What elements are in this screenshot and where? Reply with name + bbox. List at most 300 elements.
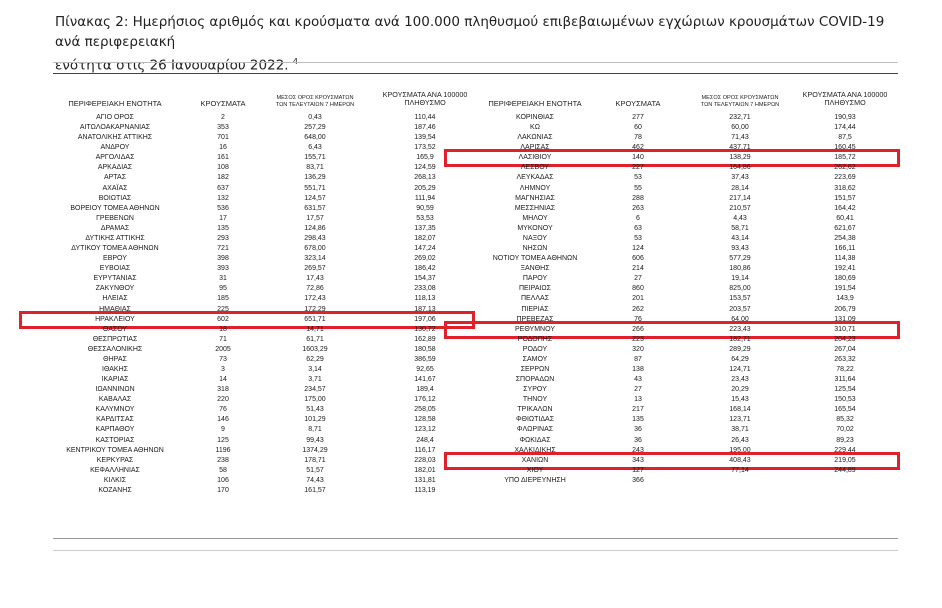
cell-avg-7day: 210,57 <box>729 204 751 212</box>
header-cases-right: ΚΡΟΥΣΜΑΤΑ <box>615 99 661 108</box>
cell-unit-name: ΝΗΣΩΝ <box>522 245 548 253</box>
cell-per-100k: 141,67 <box>414 376 436 384</box>
cell-per-100k: 310,71 <box>834 325 856 333</box>
cell-cases: 108 <box>217 164 229 172</box>
cell-per-100k: 165,9 <box>416 154 434 162</box>
cell-per-100k: 174,44 <box>834 124 856 132</box>
cell-cases: 36 <box>634 426 642 434</box>
cell-unit-name: ΞΑΝΘΗΣ <box>520 265 550 273</box>
cell-unit-name: ΧΙΟΥ <box>526 466 544 474</box>
cell-per-100k: 248,4 <box>416 436 434 444</box>
cell-per-100k: 143,9 <box>836 295 854 303</box>
cell-cases: 293 <box>217 234 229 242</box>
header-per100k-line1: ΚΡΟΥΣΜΑΤΑ ΑΝΑ 100000 <box>382 90 468 99</box>
cell-avg-7day: 19,14 <box>731 275 749 283</box>
cell-unit-name: ΠΕΙΡΑΙΩΣ <box>519 285 551 293</box>
cell-per-100k: 92,65 <box>416 366 434 373</box>
bottom-rule <box>53 538 898 539</box>
cell-unit-name: ΔΡΑΜΑΣ <box>100 224 130 232</box>
cell-cases: 76 <box>634 315 642 323</box>
cell-avg-7day: 99,43 <box>306 436 324 444</box>
cell-per-100k: 113,19 <box>414 486 436 494</box>
top-rule <box>53 62 898 63</box>
cell-avg-7day: 38,71 <box>731 426 749 434</box>
cell-per-100k: 229,44 <box>834 446 856 454</box>
cell-per-100k: 197,06 <box>414 315 436 323</box>
cell-cases: 536 <box>217 204 229 212</box>
cell-cases: 71 <box>219 335 227 343</box>
cell-unit-name: ΜΥΚΟΝΟΥ <box>517 224 553 232</box>
cell-cases: 161 <box>217 154 229 162</box>
cell-unit-name: ΦΛΩΡΙΝΑΣ <box>516 426 554 434</box>
cell-avg-7day: 232,71 <box>729 114 751 121</box>
cell-per-100k: 228,03 <box>414 456 436 464</box>
cell-per-100k: 386,59 <box>414 355 436 363</box>
cell-cases: 320 <box>632 345 644 353</box>
right-table <box>480 85 900 535</box>
cell-unit-name: ΔΥΤΙΚΟΥ ΤΟΜΕΑ ΑΘΗΝΩΝ <box>71 245 159 253</box>
cell-unit-name: ΑΝΑΤΟΛΙΚΗΣ ΑΤΤΙΚΗΣ <box>77 134 153 142</box>
cell-per-100k: 130,72 <box>414 325 436 333</box>
cell-unit-name: ΠΡΕΒΕΖΑΣ <box>516 315 554 323</box>
cell-avg-7day: 124,57 <box>304 194 326 202</box>
cell-cases: 135 <box>632 416 644 424</box>
footnote-marker: 4 <box>292 57 298 66</box>
cell-unit-name: ΘΗΡΑΣ <box>103 355 127 363</box>
cell-unit-name: ΚΟΡΙΝΘΙΑΣ <box>516 114 554 121</box>
cell-per-100k: 268,13 <box>414 174 436 182</box>
cell-unit-name: ΕΒΡΟΥ <box>103 255 127 263</box>
cell-avg-7day: 3,71 <box>308 376 322 384</box>
cell-avg-7day: 6,43 <box>308 144 322 152</box>
cell-unit-name: ΖΑΚΥΝΘΟΥ <box>95 285 135 293</box>
cell-cases: 127 <box>632 466 644 474</box>
cell-cases: 14 <box>219 376 227 384</box>
cell-per-100k: 269,02 <box>414 255 436 263</box>
cell-avg-7day: 408,43 <box>729 456 751 464</box>
cell-cases: 27 <box>634 275 642 283</box>
cell-unit-name: ΤΗΝΟΥ <box>522 396 548 404</box>
cell-cases: 185 <box>217 295 229 303</box>
cell-per-100k: 160,45 <box>834 144 856 152</box>
cell-avg-7day: 161,57 <box>304 486 326 494</box>
cell-cases: 63 <box>634 224 642 232</box>
cell-cases: 95 <box>219 285 227 293</box>
cell-cases: 318 <box>217 386 229 394</box>
cell-cases: 43 <box>634 376 642 384</box>
cell-avg-7day: 51,57 <box>306 466 324 474</box>
cell-unit-name: ΚΑΒΑΛΑΣ <box>98 396 132 404</box>
cell-avg-7day: 437,71 <box>729 144 751 152</box>
cell-unit-name: ΧΑΝΙΩΝ <box>521 456 549 464</box>
header-avg-right <box>685 95 795 109</box>
header-per100k-line2: ΠΛΗΘΥΣΜΟ <box>404 98 446 107</box>
header-rule <box>53 73 898 74</box>
cell-per-100k: 128,58 <box>414 416 436 424</box>
header-unit-right: ΠΕΡΙΦΕΡΕΙΑΚΗ ΕΝΟΤΗΤΑ <box>488 99 582 108</box>
cell-avg-7day: 203,57 <box>729 305 751 313</box>
cell-per-100k: 189,4 <box>416 386 434 394</box>
cell-avg-7day: 37,43 <box>731 174 749 182</box>
cell-unit-name: ΧΑΛΚΙΔΙΚΗΣ <box>514 446 556 454</box>
cell-avg-7day: 123,71 <box>729 416 751 424</box>
cell-per-100k: 110,44 <box>414 114 436 121</box>
header-cases: ΚΡΟΥΣΜΑΤΑ <box>200 99 246 108</box>
cell-unit-name: ΚΑΡΔΙΤΣΑΣ <box>96 416 134 424</box>
cell-unit-name: ΚΑΛΥΜΝΟΥ <box>95 406 135 414</box>
cell-per-100k: 311,64 <box>834 376 856 384</box>
cell-cases: 393 <box>217 265 229 273</box>
cell-per-100k: 111,94 <box>414 194 436 202</box>
cell-unit-name: ΑΙΤΩΛΟΑΚΑΡΝΑΝΙΑΣ <box>79 124 151 132</box>
cell-cases: 225 <box>217 305 229 313</box>
cell-cases: 217 <box>632 406 644 414</box>
cell-cases: 31 <box>219 275 227 283</box>
cell-unit-name: ΝΑΞΟΥ <box>522 234 548 242</box>
cell-cases: 227 <box>632 164 644 172</box>
cell-cases: 701 <box>217 134 229 142</box>
cell-cases: 2005 <box>215 345 231 353</box>
header-avg-line1: ΜΕΣΟΣ ΟΡΟΣ ΚΡΟΥΣΜΑΤΩΝ <box>276 95 354 101</box>
cell-unit-name: ΚΟΖΑΝΗΣ <box>98 486 132 494</box>
header-per100k-right <box>790 91 900 107</box>
cell-cases: 170 <box>217 486 229 494</box>
cell-cases: 27 <box>634 386 642 394</box>
cell-cases: 277 <box>632 114 644 121</box>
cell-cases: 6 <box>636 214 640 222</box>
cell-unit-name: ΦΘΙΩΤΙΔΑΣ <box>515 416 555 424</box>
cell-cases: 243 <box>632 446 644 454</box>
cell-per-100k: 125,54 <box>834 386 856 394</box>
cell-unit-name: ΙΩΑΝΝΙΝΩΝ <box>95 386 135 394</box>
cell-unit-name: ΕΥΡΥΤΑΝΙΑΣ <box>93 275 137 283</box>
cell-per-100k: 205,29 <box>414 184 436 192</box>
cell-avg-7day: 136,29 <box>304 174 326 182</box>
cell-unit-name: ΚΩ <box>530 124 540 132</box>
cell-cases: 223 <box>632 335 644 343</box>
cell-avg-7day: 678,00 <box>304 245 326 253</box>
cell-unit-name: ΛΑΚΩΝΙΑΣ <box>517 134 553 142</box>
cell-unit-name: ΣΑΜΟΥ <box>522 355 548 363</box>
cell-unit-name: ΛΑΣΙΘΙΟΥ <box>518 154 552 162</box>
cell-cases: 462 <box>632 144 644 152</box>
cell-cases: 263 <box>632 204 644 212</box>
cell-avg-7day: 234,57 <box>304 386 326 394</box>
cell-avg-7day: 14,71 <box>306 325 324 333</box>
cell-cases: 721 <box>217 245 229 253</box>
cell-avg-7day: 577,29 <box>729 255 751 263</box>
cell-avg-7day: 77,14 <box>731 466 749 474</box>
cell-per-100k: 187,13 <box>414 305 436 313</box>
cell-cases: 860 <box>632 285 644 293</box>
cell-avg-7day: 164,86 <box>729 164 751 172</box>
cell-avg-7day: 172,29 <box>304 305 326 313</box>
cell-per-100k: 182,01 <box>414 466 436 474</box>
cell-cases: 201 <box>632 295 644 303</box>
cell-cases: 58 <box>219 466 227 474</box>
cell-per-100k: 191,54 <box>834 285 856 293</box>
cell-unit-name: ΑΡΓΟΛΙΔΑΣ <box>95 154 135 162</box>
cell-avg-7day: 217,14 <box>729 194 751 202</box>
header-avg <box>260 95 370 109</box>
caption-line-2: ενότητα στις 26 Ιανουαρίου 2022. <box>55 57 289 74</box>
cell-unit-name: ΓΡΕΒΕΝΩΝ <box>96 214 134 222</box>
cell-per-100k: 131,09 <box>834 315 856 323</box>
cell-cases: 606 <box>632 255 644 263</box>
header-avg-right-line1: ΜΕΣΟΣ ΟΡΟΣ ΚΡΟΥΣΜΑΤΩΝ <box>701 95 779 101</box>
cell-per-100k: 180,58 <box>414 345 436 353</box>
cell-unit-name: ΘΕΣΠΡΩΤΙΑΣ <box>92 335 138 343</box>
cell-unit-name: ΜΗΛΟΥ <box>522 214 548 222</box>
cell-avg-7day: 15,43 <box>731 396 749 404</box>
cell-unit-name: ΚΕΝΤΡΙΚΟΥ ΤΟΜΕΑ ΑΘΗΝΩΝ <box>66 446 164 454</box>
cell-cases: 3 <box>221 366 225 373</box>
cell-per-100k: 85,32 <box>836 416 854 424</box>
cell-avg-7day: 825,00 <box>729 285 751 293</box>
cell-per-100k: 262,62 <box>834 164 856 172</box>
cell-per-100k: 318,62 <box>834 184 856 192</box>
cell-per-100k: 244,89 <box>834 466 856 474</box>
cell-unit-name: ΠΑΡΟΥ <box>522 275 548 283</box>
cell-cases: 53 <box>634 174 642 182</box>
cell-per-100k: 187,46 <box>414 124 436 132</box>
cell-per-100k: 254,38 <box>834 234 856 242</box>
cell-avg-7day: 71,43 <box>731 134 749 142</box>
cell-unit-name: ΡΟΔΟΠΗΣ <box>517 335 553 343</box>
header-per100k-right-line1: ΚΡΟΥΣΜΑΤΑ ΑΝΑ 100000 <box>802 90 888 99</box>
cell-cases: 343 <box>632 456 644 464</box>
cell-cases: 36 <box>634 436 642 444</box>
cell-per-100k: 78,22 <box>836 366 854 373</box>
cell-avg-7day: 64,29 <box>731 355 749 363</box>
cell-per-100k: 192,41 <box>834 265 856 273</box>
cell-cases: 60 <box>634 124 642 132</box>
cell-avg-7day: 182,71 <box>729 335 751 343</box>
cell-unit-name: ΡΕΘΥΜΝΟΥ <box>514 325 555 333</box>
cell-unit-name: ΤΡΙΚΑΛΩΝ <box>517 406 553 414</box>
cell-unit-name: ΑΝΔΡΟΥ <box>100 144 130 152</box>
cell-avg-7day: 168,14 <box>729 406 751 414</box>
cell-unit-name: ΜΑΓΝΗΣΙΑΣ <box>515 194 555 202</box>
cell-unit-name: ΑΡΤΑΣ <box>103 174 127 182</box>
cell-unit-name: ΘΑΣΟΥ <box>102 325 128 333</box>
cell-cases: 602 <box>217 315 229 323</box>
cell-unit-name: ΙΚΑΡΙΑΣ <box>101 376 129 384</box>
cell-unit-name: ΚΙΛΚΙΣ <box>103 476 127 484</box>
cell-avg-7day: 101,29 <box>304 416 326 424</box>
cell-avg-7day: 631,57 <box>304 204 326 212</box>
cell-avg-7day: 17,57 <box>306 214 324 222</box>
cell-per-100k: 114,38 <box>834 255 856 263</box>
cell-unit-name: ΔΥΤΙΚΗΣ ΑΤΤΙΚΗΣ <box>85 234 145 242</box>
cell-avg-7day: 28,14 <box>731 184 749 192</box>
left-table <box>55 85 480 535</box>
cell-cases: 366 <box>632 476 644 484</box>
cell-cases: 238 <box>217 456 229 464</box>
cell-avg-7day: 64,00 <box>731 315 749 323</box>
cell-avg-7day: 651,71 <box>304 315 326 323</box>
cell-avg-7day: 155,71 <box>304 154 326 162</box>
cell-cases: 1196 <box>215 446 231 454</box>
cell-per-100k: 89,23 <box>836 436 854 444</box>
cell-avg-7day: 298,43 <box>304 234 326 242</box>
cell-cases: 353 <box>217 124 229 132</box>
cell-unit-name: ΚΑΡΠΑΘΟΥ <box>95 426 135 434</box>
cell-avg-7day: 72,86 <box>306 285 324 293</box>
cell-per-100k: 186,42 <box>414 265 436 273</box>
cell-avg-7day: 153,57 <box>729 295 751 303</box>
cell-cases: 135 <box>217 224 229 232</box>
cell-per-100k: 166,11 <box>834 245 856 253</box>
cell-cases: 9 <box>221 426 225 434</box>
cell-cases: 125 <box>217 436 229 444</box>
cell-unit-name: ΡΟΔΟΥ <box>522 345 548 353</box>
cell-cases: 87 <box>634 355 642 363</box>
cell-avg-7day: 62,29 <box>306 355 324 363</box>
cell-cases: 262 <box>632 305 644 313</box>
cell-per-100k: 60,41 <box>836 214 854 222</box>
cell-per-100k: 151,57 <box>834 194 856 202</box>
cell-avg-7day: 93,43 <box>731 245 749 253</box>
cell-unit-name: ΣΠΟΡΑΔΩΝ <box>515 376 555 384</box>
cell-cases: 73 <box>219 355 227 363</box>
cell-unit-name: ΥΠΟ ΔΙΕΡΕΥΝΗΣΗ <box>504 476 566 484</box>
cell-per-100k: 263,32 <box>834 355 856 363</box>
cell-unit-name: ΚΕΡΚΥΡΑΣ <box>96 456 134 464</box>
cell-avg-7day: 178,71 <box>304 456 326 464</box>
cell-unit-name: ΚΑΣΤΟΡΙΑΣ <box>95 436 135 444</box>
cell-per-100k: 162,89 <box>414 335 436 343</box>
cell-avg-7day: 20,29 <box>731 386 749 394</box>
cell-avg-7day: 60,00 <box>731 124 749 132</box>
cell-cases: 16 <box>219 144 227 152</box>
cell-cases: 53 <box>634 234 642 242</box>
cell-per-100k: 233,08 <box>414 285 436 293</box>
cell-cases: 76 <box>219 406 227 414</box>
cell-per-100k: 176,12 <box>414 396 436 404</box>
cell-avg-7day: 58,71 <box>731 224 749 232</box>
cell-avg-7day: 269,57 <box>304 265 326 273</box>
cell-per-100k: 185,72 <box>834 154 856 162</box>
cell-unit-name: ΛΑΡΙΣΑΣ <box>520 144 550 152</box>
cell-unit-name: ΣΕΡΡΩΝ <box>520 366 550 373</box>
cell-per-100k: 258,05 <box>414 406 436 414</box>
cell-cases: 55 <box>634 184 642 192</box>
cell-avg-7day: 74,43 <box>306 476 324 484</box>
cell-per-100k: 90,59 <box>416 204 434 212</box>
cell-per-100k: 182,07 <box>414 234 436 242</box>
cell-unit-name: ΒΟΡΕΙΟΥ ΤΟΜΕΑ ΑΘΗΝΩΝ <box>70 204 160 212</box>
cell-per-100k: 139,54 <box>414 134 436 142</box>
cell-unit-name: ΛΕΣΒΟΥ <box>520 164 550 172</box>
cell-avg-7day: 223,43 <box>729 325 751 333</box>
cell-per-100k: 190,93 <box>834 114 856 121</box>
header-avg-line2: ΤΩΝ ΤΕΛΕΥΤΑΙΩΝ 7 ΗΜΕΡΩΝ <box>275 102 355 108</box>
cell-per-100k: 147,24 <box>414 245 436 253</box>
cell-avg-7day: 17,43 <box>306 275 324 283</box>
cell-avg-7day: 180,86 <box>729 265 751 273</box>
cell-cases: 182 <box>217 174 229 182</box>
cell-per-100k: 165,54 <box>834 406 856 414</box>
cell-cases: 138 <box>632 366 644 373</box>
cell-avg-7day: 4,43 <box>733 214 747 222</box>
cell-avg-7day: 648,00 <box>304 134 326 142</box>
cell-unit-name: ΗΛΕΙΑΣ <box>102 295 128 303</box>
cell-per-100k: 621,67 <box>834 224 856 232</box>
cell-cases: 124 <box>632 245 644 253</box>
cell-avg-7day: 43,14 <box>731 234 749 242</box>
cell-cases: 106 <box>217 476 229 484</box>
cell-avg-7day: 23,43 <box>731 376 749 384</box>
cell-per-100k: 173,52 <box>414 144 436 152</box>
cell-unit-name: ΗΜΑΘΙΑΣ <box>99 305 131 313</box>
cell-cases: 132 <box>217 194 229 202</box>
cell-avg-7day: 289,29 <box>729 345 751 353</box>
cell-unit-name: ΜΕΣΣΗΝΙΑΣ <box>514 204 556 212</box>
cell-unit-name: ΠΙΕΡΙΑΣ <box>521 305 549 313</box>
cell-cases: 2 <box>221 114 225 121</box>
cell-avg-7day: 551,71 <box>304 184 326 192</box>
cell-avg-7day: 257,29 <box>304 124 326 132</box>
cell-avg-7day: 8,71 <box>308 426 322 434</box>
cell-unit-name: ΑΧΑΪΑΣ <box>102 184 128 192</box>
cell-unit-name: ΛΗΜΝΟΥ <box>519 184 551 192</box>
caption-line-1: Πίνακας 2: Ημερήσιος αριθμός και κρούσματα ανά 100.000 πληθυσμού επιβεβαιωμένων εγχώριων κρουσμάτων COVID-19 ανά περιφερειακή <box>55 14 885 50</box>
cell-cases: 78 <box>634 134 642 142</box>
cell-avg-7day: 124,86 <box>304 224 326 232</box>
cell-cases: 140 <box>632 154 644 162</box>
cell-per-100k: 223,69 <box>834 174 856 182</box>
cell-unit-name: ΕΥΒΟΙΑΣ <box>99 265 131 273</box>
cell-avg-7day: 61,71 <box>306 335 324 343</box>
cell-per-100k: 204,23 <box>834 335 856 343</box>
cell-cases: 266 <box>632 325 644 333</box>
cell-cases: 214 <box>632 265 644 273</box>
cell-cases: 17 <box>219 214 227 222</box>
cell-per-100k: 154,37 <box>414 275 436 283</box>
cell-unit-name: ΦΩΚΙΔΑΣ <box>519 436 551 444</box>
cell-per-100k: 118,13 <box>414 295 436 303</box>
cell-unit-name: ΝΟΤΙΟΥ ΤΟΜΕΑ ΑΘΗΝΩΝ <box>492 255 578 263</box>
cell-per-100k: 53,53 <box>416 214 434 222</box>
cell-per-100k: 267,04 <box>834 345 856 353</box>
cell-per-100k: 70,02 <box>836 426 854 434</box>
cell-per-100k: 206,79 <box>834 305 856 313</box>
header-unit: ΠΕΡΙΦΕΡΕΙΑΚΗ ΕΝΟΤΗΤΑ <box>68 99 162 108</box>
cell-unit-name: ΗΡΑΚΛΕΙΟΥ <box>95 315 135 323</box>
cell-avg-7day: 1603,29 <box>302 345 328 353</box>
cell-cases: 398 <box>217 255 229 263</box>
header-avg-right-line2: ΤΩΝ ΤΕΛΕΥΤΑΙΩΝ 7 ΗΜΕΡΩΝ <box>700 102 780 108</box>
cell-avg-7day: 138,29 <box>729 154 751 162</box>
cell-unit-name: ΛΕΥΚΑΔΑΣ <box>516 174 554 182</box>
cell-avg-7day: 172,43 <box>304 295 326 303</box>
cell-avg-7day: 124,71 <box>729 366 751 373</box>
cell-avg-7day: 0,43 <box>308 114 322 121</box>
cell-cases: 13 <box>634 396 642 404</box>
cell-avg-7day: 26,43 <box>731 436 749 444</box>
cell-cases: 146 <box>217 416 229 424</box>
cell-cases: 288 <box>632 194 644 202</box>
cell-per-100k: 219,05 <box>834 456 856 464</box>
cell-unit-name: ΒΟΙΩΤΙΑΣ <box>98 194 132 202</box>
cell-avg-7day: 323,14 <box>304 255 326 263</box>
cell-unit-name: ΣΥΡΟΥ <box>523 386 547 394</box>
cell-unit-name: ΙΘΑΚΗΣ <box>102 366 128 373</box>
cell-per-100k: 87,5 <box>838 134 852 142</box>
cell-cases: 637 <box>217 184 229 192</box>
cell-per-100k: 123,12 <box>414 426 436 434</box>
